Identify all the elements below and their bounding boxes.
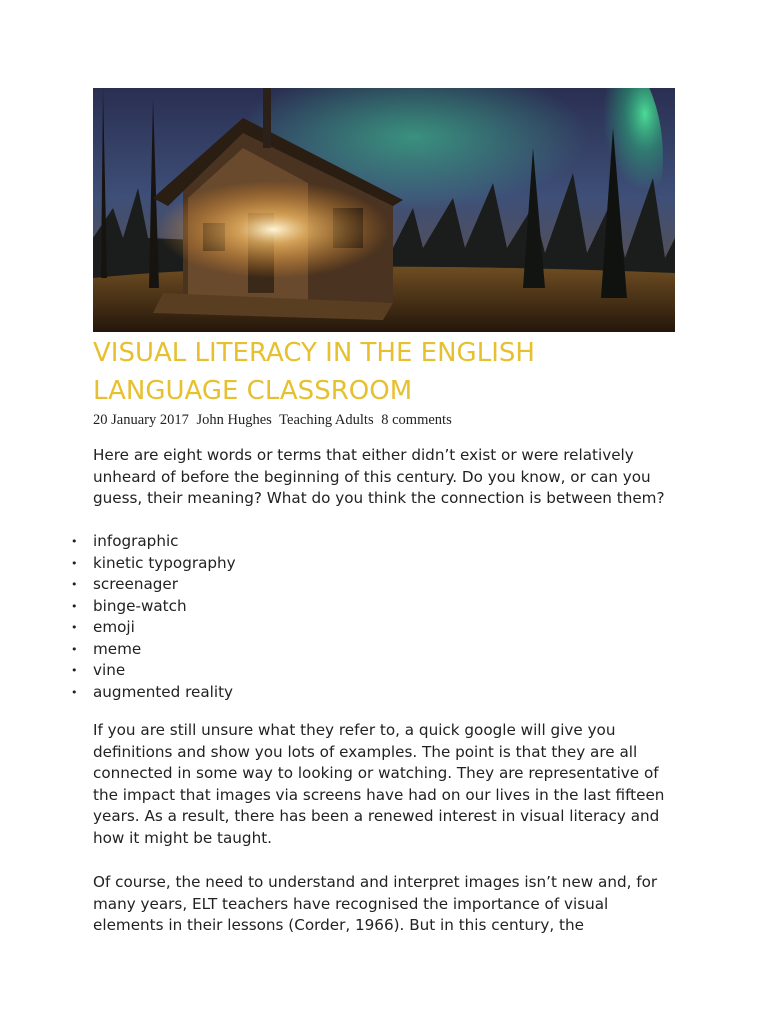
bullet-icon: • [71,535,78,548]
list-item: • binge-watch [93,596,683,618]
list-item: • augmented reality [93,682,683,704]
body-paragraph-2: If you are still unsure what they refer to, a quick google will give you definitions and show you lots of examples. The point is that they are all connected in some way to looking or watching. They are representative of the impact that images via screens have had on our lives in the last fifteen years. As a result, there has been a renewed interest in visual literacy and how it might be taught. [93,721,665,847]
bullet-icon: • [71,664,78,677]
list-item: • screenager [93,574,683,596]
article-category[interactable]: Teaching Adults [279,412,374,428]
list-item: • kinetic typography [93,553,683,575]
intro-paragraph: Here are eight words or terms that either didn’t exist or were relatively unheard of before the beginning of this century. Do you know, or can you guess, their meaning? What do you think the connection is between them? [93,446,665,507]
article-title: VISUAL LITERACY IN THE ENGLISH LANGUAGE CLASSROOM [93,338,535,406]
bullet-icon: • [71,556,78,570]
list-item: • infographic [93,531,683,553]
article-comments-link[interactable]: 8 comments [381,412,452,428]
list-item: • meme [93,639,683,661]
list-item: • vine [93,660,683,682]
bullet-icon: • [71,685,78,699]
article-date[interactable]: 20 January 2017 [93,412,189,428]
article-meta [93,410,683,430]
bullet-icon: • [71,621,78,634]
hero-image-cabin-northern-lights [93,88,675,332]
article-author[interactable]: John Hughes [196,412,272,428]
bullet-icon: • [71,642,78,656]
bullet-icon: • [71,578,78,591]
body-paragraph-3: Of course, the need to understand and interpret images isn’t new and, for many years, ELT teachers have recognised the importance of visual elements in their lessons (Corder, 1966). But in this century, the [93,873,658,934]
bullet-icon: • [71,599,78,613]
list-item: • emoji [93,617,683,639]
terms-list [71,531,683,703]
